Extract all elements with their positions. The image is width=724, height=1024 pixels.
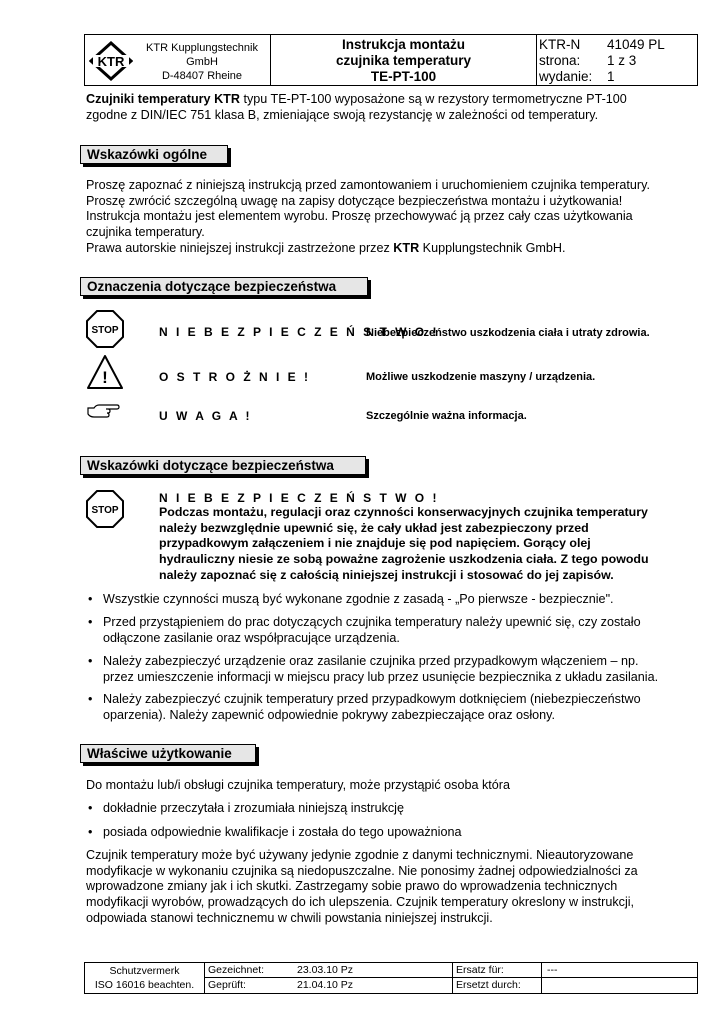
pointing-hand-icon xyxy=(86,402,120,420)
doc-number-row xyxy=(537,37,697,53)
edition-label: wydanie: xyxy=(539,69,593,84)
note-description: Szczególnie ważna informacja. xyxy=(366,410,527,422)
section-heading-symbols xyxy=(80,277,368,296)
symbols-heading-text: Oznaczenia dotyczące bezpieczeństwa xyxy=(87,279,337,294)
usage-bullet-1: dokładnie przeczytała i zrozumiała niniejszą instrukcję xyxy=(103,801,404,815)
drawn-label: Gezeichnet: xyxy=(208,964,265,976)
checked-date: 21.04.10 Pz xyxy=(297,979,354,991)
stop-sign-text: STOP xyxy=(91,325,119,336)
bullet-icon: • xyxy=(88,592,93,606)
bullet-icon: • xyxy=(88,654,93,668)
safety-bullet-4-line-1: Należy zabezpieczyć czujnik temperatury przed przypadkowym dotknięciem (niebezpieczeństwo xyxy=(103,692,641,706)
company-form: GmbH xyxy=(186,56,218,68)
title-line-2: czujnika temperatury xyxy=(335,53,472,68)
intro-paragraph xyxy=(86,92,627,123)
caution-label: O S T R O Ż N I E ! xyxy=(159,370,311,384)
warning-line-2: należy bezwzględnie upewnić się, że cały układ jest zabezpieczony przed xyxy=(159,520,589,535)
warning-triangle-icon xyxy=(86,354,124,390)
intro-line-1: typu TE-PT-100 wyposażone są w rezystory termometryczne PT-100 xyxy=(239,92,627,106)
document-footer xyxy=(84,962,698,994)
section-heading-usage xyxy=(80,744,256,763)
safety-warning-text xyxy=(159,505,649,584)
document-header xyxy=(84,34,698,86)
note-label: U W A G A ! xyxy=(159,409,253,423)
warning-line-1: Podczas montażu, regulacji oraz czynności konserwacyjnych czujnika temperatury xyxy=(159,505,648,519)
usage-heading-text: Właściwe użytkowanie xyxy=(87,746,232,761)
ktr-logo-icon xyxy=(89,41,133,81)
intro-line-2: zgodne z DIN/IEC 751 klasa B, zmieniające swoją rezystancję w zależności od temperatury. xyxy=(86,107,599,122)
safety-bullet-3-line-1: Należy zabezpieczyć urządzenie oraz zasilanie czujnika przed przypadkowym włączeniem – np. xyxy=(103,654,639,668)
doc-number-value: 41049 PL xyxy=(607,37,665,52)
section-heading-safety xyxy=(80,456,366,475)
company-cell xyxy=(85,35,271,85)
safety-bullet-2-line-1: Przed przystąpieniem do prac dotyczących czujnika temperatury należy upewnić się, czy zostało xyxy=(103,615,641,629)
safety-heading-text: Wskazówki dotyczące bezpieczeństwa xyxy=(87,458,334,473)
stop-sign-text: STOP xyxy=(91,505,119,516)
general-heading-text: Wskazówki ogólne xyxy=(87,147,208,162)
safety-bullet-3-line-2: przez umieszczenie informacji w miejscu pracy lub przez usunięcie bezpiecznika z układu zasilania. xyxy=(103,669,659,684)
safety-bullet-3 xyxy=(103,654,658,685)
safety-bullet-2-line-2: odłączone zasilanie oraz współpracujące urządzenia. xyxy=(103,630,400,645)
stop-sign-icon xyxy=(86,490,124,528)
general-line-1: Proszę zapoznać z niniejszą instrukcją przed zamontowaniem i uruchomieniem czujnika temperatury. xyxy=(86,178,650,192)
general-line-4: czujnika temperatury. xyxy=(86,225,205,240)
edition-value: 1 xyxy=(607,69,615,84)
bullet-icon: • xyxy=(88,825,93,839)
page-value: 1 z 3 xyxy=(607,53,637,68)
stop-sign-icon xyxy=(86,310,124,348)
usage-line-2: modyfikacje w wykonaniu czujnika są niedopuszczalne. Nie ponosimy żadnej odpowiedzialności za xyxy=(86,863,638,878)
logo-text: KTR xyxy=(97,54,125,69)
replaced-by-row xyxy=(453,978,697,993)
document-meta xyxy=(537,35,697,87)
usage-intro: Do montażu lub/i obsługi czujnika temperatury, może przystąpić osoba która xyxy=(86,778,510,792)
usage-line-3: wprowadzone zmiany jak i ich skutki. Zastrzegamy sobie prawo do wprowadzenia technicznych xyxy=(86,879,618,894)
warning-line-5: należy zapoznać się z całością niniejszej instrukcji i stosować do jej zapisów. xyxy=(159,567,614,582)
replaces-label: Ersatz für: xyxy=(456,964,504,976)
doc-number-label: KTR-N xyxy=(539,37,581,52)
copyright-line-2: ISO 16016 beachten. xyxy=(94,979,195,991)
edition-row xyxy=(537,69,697,85)
general-paragraph xyxy=(86,178,650,257)
copyright-note xyxy=(85,963,205,993)
title-line-3: TE-PT-100 xyxy=(370,69,437,84)
replaces-row xyxy=(453,963,697,978)
general-line-3: Instrukcja montażu jest elementem wyrobu. Proszę przechowywać ją przez cały czas użytkowania xyxy=(86,209,633,224)
copyright-line-1: Schutzvermerk xyxy=(109,965,180,977)
document-title xyxy=(271,35,537,85)
intro-bold: Czujniki temperatury KTR xyxy=(86,92,240,106)
company-address xyxy=(135,41,269,83)
usage-paragraph xyxy=(86,848,638,927)
warning-mark-text: ! xyxy=(102,368,108,387)
company-city: D-48407 Rheine xyxy=(161,70,243,82)
replaced-by-label: Ersetzt durch: xyxy=(456,979,521,991)
general-line-2: Proszę zwrócić szczególną uwagę na zapisy dotyczące bezpieczeństwa montażu i użytkowania! xyxy=(86,193,623,208)
general-ktr-bold: KTR xyxy=(393,240,420,255)
title-line-1: Instrukcja montażu xyxy=(341,37,466,52)
danger-label: N I E B E Z P I E C Z E Ń S T W O ! xyxy=(159,325,439,339)
section-heading-general xyxy=(80,145,228,164)
general-line-5-end: Kupplungstechnik GmbH. xyxy=(419,240,566,255)
page-label: strona: xyxy=(539,53,581,68)
usage-line-1: Czujnik temperatury może być używany jedynie zgodnie z danymi technicznymi. Nieautoryzowane xyxy=(86,848,634,862)
safety-danger-label: N I E B E Z P I E C Z E Ń S T W O ! xyxy=(159,491,439,505)
warning-line-3: przypadkowym załączeniem i nie znajduje się pod napięciem. Gorący olej xyxy=(159,536,591,551)
general-line-5: Prawa autorskie niniejszej instrukcji zastrzeżone przez xyxy=(86,240,394,255)
safety-bullet-2 xyxy=(103,615,641,646)
bullet-icon: • xyxy=(88,692,93,706)
company-name: KTR Kupplungstechnik xyxy=(146,42,258,54)
footer-divider xyxy=(541,963,542,993)
bullet-icon: • xyxy=(88,801,93,815)
safety-bullet-4-line-2: oparzenia). Należy zapewnić odpowiednie pokrywy zabezpieczające oraz osłony. xyxy=(103,707,555,722)
usage-line-5: odpowiada stanowi technicznemu w chwili powstania niniejszej instrukcji. xyxy=(86,910,493,925)
safety-bullet-4 xyxy=(103,692,641,723)
drawn-date: 23.03.10 Pz xyxy=(297,964,354,976)
drawn-row xyxy=(205,963,453,978)
danger-description: Niebezpieczeństwo uszkodzenia ciała i utraty zdrowia. xyxy=(366,327,650,339)
checked-label: Geprüft: xyxy=(208,979,246,991)
safety-bullet-1: Wszystkie czynności muszą być wykonane zgodnie z zasadą - „Po pierwsze - bezpiecznie". xyxy=(103,592,614,606)
warning-line-4: hydrauliczny niesie ze sobą poważne zagrożenie uszkodzenia ciała. Z tego powodu xyxy=(159,552,649,567)
checked-row xyxy=(205,978,453,993)
bullet-icon: • xyxy=(88,615,93,629)
usage-line-4: modyfikacji wyrobów, prowadzących do ich ulepszenia. Czujnik temperatury okreslony w instrukcji, xyxy=(86,895,635,910)
caution-description: Możliwe uszkodzenie maszyny / urządzenia. xyxy=(366,371,596,383)
page-row xyxy=(537,53,697,69)
usage-bullet-2: posiada odpowiednie kwalifikacje i została do tego upoważniona xyxy=(103,825,462,839)
replaces-value: --- xyxy=(547,964,558,976)
